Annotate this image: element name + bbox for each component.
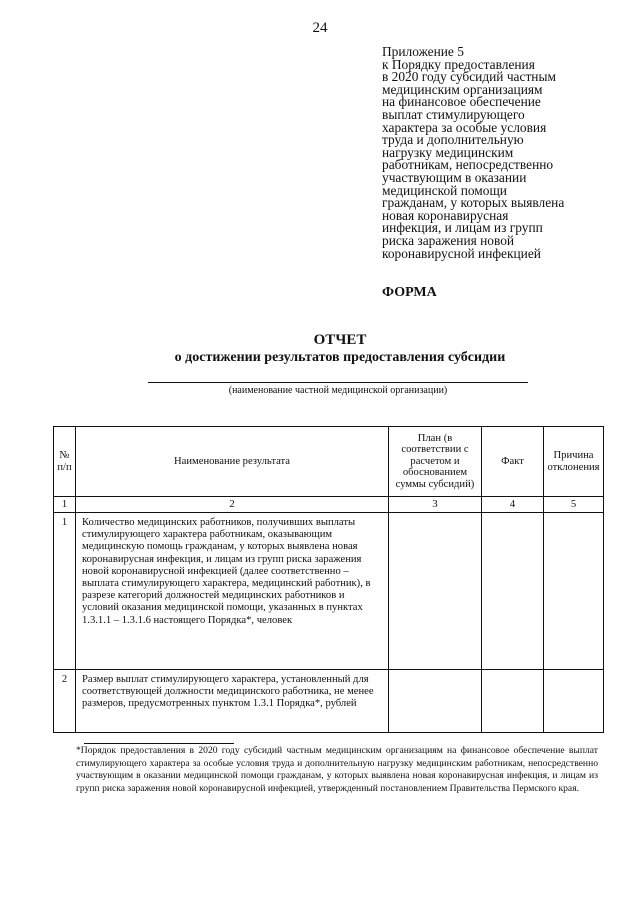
report-title: ОТЧЕТ [313, 332, 367, 348]
table-row [54, 513, 604, 670]
appendix-line: медицинской помощи [382, 182, 507, 198]
row-number: 1 [54, 513, 76, 670]
report-subtitle: о достижении результатов предоставления субсидии [174, 350, 506, 365]
appendix-line: инфекция, и лицам из групп [382, 220, 543, 236]
appendix-line: труда и дополнительную [382, 132, 524, 148]
footnote: *Порядок предоставления в 2020 году субсидий частным медицинским организациям на финансовое обеспечение выплат стимулирующего характера за особые условия труда и дополнительную нагрузку медицинским работникам, непосредственно участвующим в оказании медицинской помощи гражданам, у которых выявлена новая коронавирусная инфекция, и лицам из групп риска заражения новой коронавирусной инфекцией, утвержденный постановлением Правительства Пермского края. [76, 745, 598, 794]
column-number-row [54, 497, 604, 513]
appendix-line: коронавирусной инфекцией [382, 245, 541, 261]
appendix-line: новая коронавирусная [382, 207, 509, 223]
header-name: Наименование результата [76, 427, 389, 497]
organization-name-line [148, 382, 528, 383]
column-number: 1 [54, 497, 76, 513]
appendix-line: риска заражения новой [382, 232, 515, 248]
appendix-header [382, 46, 622, 260]
table-header-row [54, 427, 604, 497]
appendix-line: в 2020 году субсидий частным [382, 69, 556, 85]
footnote-separator [84, 743, 234, 744]
plan-cell [389, 670, 482, 733]
reason-cell [544, 670, 604, 733]
row-number: 2 [54, 670, 76, 733]
column-number: 2 [76, 497, 389, 513]
appendix-line: работникам, непосредственно [382, 157, 554, 173]
column-number: 4 [482, 497, 544, 513]
appendix-line: выплат стимулирующего [382, 106, 525, 122]
appendix-line: участвующим в оказании [382, 169, 527, 185]
fact-cell [482, 513, 544, 670]
appendix-line: Приложение 5 [382, 44, 464, 59]
header-plan: План (в соответствии с расчетом и обоснованием суммы субсидий) [389, 427, 482, 497]
form-label: ФОРМА [382, 285, 437, 300]
reason-cell [544, 513, 604, 670]
column-number: 5 [544, 497, 604, 513]
header-reason: Причина отклонения [544, 427, 604, 497]
result-name: Количество медицинских работников, получивших выплаты стимулирующего характера работникам, оказывающим медицинскую помощь гражданам, у которых выявлена новая коронавирусная инфекция, и лицам из групп риска заражения новой коронавирусной инфекцией (далее соответственно – выплата стимулирующего характера, медицинский работник), в разрезе категорий должностей медицинских работников и условий оказания медицинской помощи, указанных в пунктах 1.3.1.1 – 1.3.1.6 настоящего Порядка*, человек [76, 513, 389, 670]
result-name: Размер выплат стимулирующего характера, установленный для соответствующей должности медицинского работника, не менее размеров, предусмотренных пунктом 1.3.1 Порядка*, рублей [76, 670, 389, 733]
results-table [53, 426, 604, 733]
appendix-line: гражданам, у которых выявлена [382, 195, 565, 211]
organization-caption: (наименование частной медицинской организации) [228, 385, 448, 396]
appendix-line: медицинским организациям [382, 81, 543, 97]
page-number: 24 [312, 20, 328, 36]
column-number: 3 [389, 497, 482, 513]
header-fact: Факт [482, 427, 544, 497]
appendix-line: к Порядку предоставления [382, 56, 535, 72]
appendix-line: нагрузку медицинским [382, 144, 514, 160]
header-num: № п/п [54, 427, 76, 497]
plan-cell [389, 513, 482, 670]
appendix-line: на финансовое обеспечение [382, 94, 541, 110]
fact-cell [482, 670, 544, 733]
table-row [54, 670, 604, 733]
appendix-line: характера за особые условия [382, 119, 547, 135]
